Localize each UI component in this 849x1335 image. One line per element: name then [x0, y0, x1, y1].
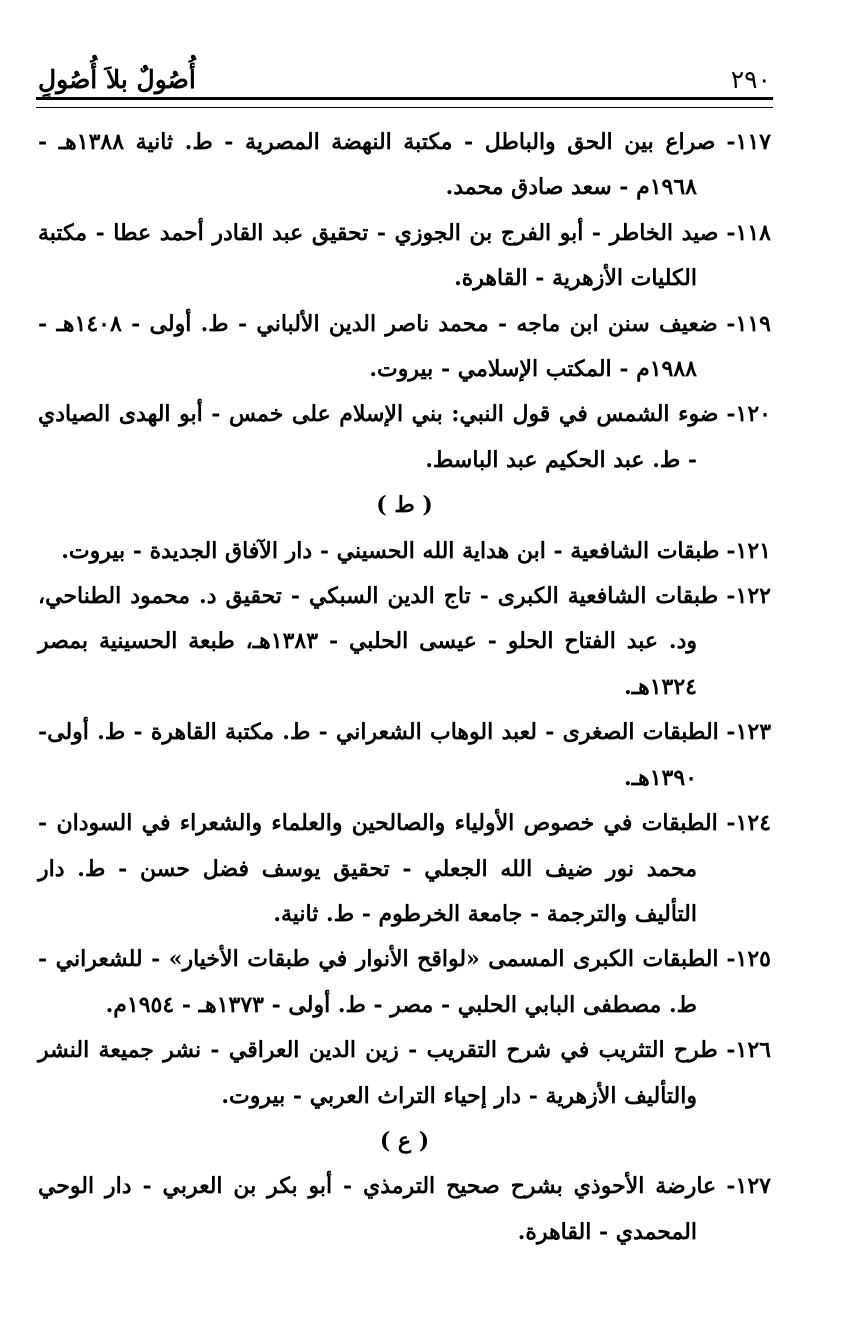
bibliography-entry-120 — [38, 392, 771, 483]
entry-number: ١٢٦- — [726, 1037, 771, 1064]
entry-text: ضعيف سنن ابن ماجه - محمد ناصر الدين الألباني - ط. أولى - ١٤٠٨هـ - ١٩٨٨م - المكتب الإسلامي - بيروت. — [38, 310, 718, 383]
section-heading-ta: ( ط ) — [376, 492, 433, 519]
entry-number: ١١٩- — [726, 310, 771, 337]
entry-number: ١١٨- — [726, 219, 771, 246]
entry-number: ١١٧- — [726, 129, 771, 155]
bibliography-entry-123 — [38, 710, 771, 801]
page-number: ٢٩٠ — [730, 65, 771, 94]
section-heading-ain: ( ع ) — [379, 1127, 430, 1154]
page-header — [38, 52, 771, 92]
entry-text: الطبقات الكبرى المسمى «لواقح الأنوار في طبقات الأخيار» - للشعراني - ط. مصطفى البابي الحلبي - مصر - ط. أولى - ١٣٧٣هـ - ١٩٥٤م. — [38, 946, 719, 1018]
entry-text: الطبقات الصغرى - لعبد الوهاب الشعراني - ط. مكتبة القاهرة - ط. أولى- ١٣٩٠هـ. — [38, 719, 719, 791]
entry-text: طرح التثريب في شرح التقريب - زين الدين العراقي - نشر جميعة النشر والتأليف الأزهرية - دار إحياء التراث العربي - بيروت. — [38, 1037, 718, 1109]
bibliography-entry-117 — [38, 120, 771, 211]
entry-number: ١٢٤- — [726, 810, 772, 837]
entry-number: ١٢١- — [726, 537, 771, 564]
bibliography-entry-126 — [38, 1028, 771, 1119]
running-title: أُصُولٌ بلاَ أُصُولٍ — [38, 65, 196, 94]
entry-text: صراع بين الحق والباطل - مكتبة النهضة المصرية - ط. ثانية ١٣٨٨هـ - ١٩٦٨م - سعد صادق محمد. — [38, 129, 716, 201]
entry-number: ١٢٢- — [726, 583, 771, 610]
entry-number: ١٢٣- — [726, 719, 772, 746]
entry-text: عارضة الأحوذي بشرح صحيح الترمذي - أبو بكر بن العربي - دار الوحي المحمدي - القاهرة. — [38, 1173, 717, 1245]
entry-number: ١٢٥- — [726, 946, 771, 973]
bibliography-entry-118 — [38, 211, 771, 302]
bibliography-entry-127 — [38, 1164, 771, 1255]
header-rule — [36, 97, 773, 108]
entry-number: ١٢٠- — [726, 401, 771, 428]
bibliography-entry-125 — [38, 937, 771, 1028]
bibliography-list — [38, 120, 771, 1255]
bibliography-entry-124 — [38, 801, 771, 937]
entry-number: ١٢٧- — [726, 1173, 771, 1200]
bibliography-entry-121 — [38, 529, 771, 574]
bibliography-entry-119 — [38, 302, 771, 393]
entry-text: طبقات الشافعية - ابن هداية الله الحسيني - دار الآفاق الجديدة - بيروت. — [61, 537, 720, 564]
entry-text: الطبقات في خصوص الأولياء والصالحين والعلماء والشعراء في السودان - محمد نور ضيف الله الجعلي - تحقيق يوسف فضل حسن - ط. دار التأليف والترجمة - جامعة الخرطوم - ط. ثانية. — [38, 810, 718, 927]
entry-text: صيد الخاطر - أبو الفرج بن الجوزي - تحقيق عبد القادر أحمد عطا - مكتبة الكليات الأزهرية - القاهرة. — [38, 219, 719, 292]
entry-text: ضوء الشمس في قول النبي: بني الإسلام على خمس - أبو الهدى الصيادي - ط. عبد الحكيم عبد الباسط. — [38, 401, 719, 473]
entry-text: طبقات الشافعية الكبرى - تاج الدين السبكي - تحقيق د. محمود الطناحي، ود. عبد الفتاح الحلو - عيسى الحلبي - ١٣٨٣هـ، طبعة الحسينية بمصر ١٣٢٤هـ. — [38, 583, 719, 700]
bibliography-entry-122 — [38, 574, 771, 710]
